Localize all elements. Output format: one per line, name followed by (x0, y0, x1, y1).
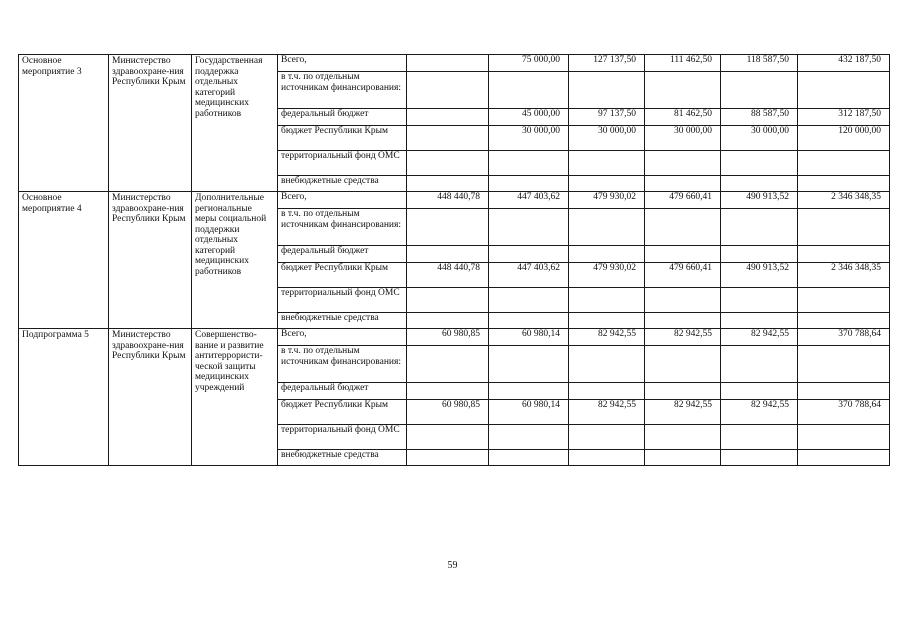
value-cell (407, 55, 489, 72)
value-cell: 45 000,00 (489, 109, 569, 126)
value-cell (489, 346, 569, 383)
value-cell (407, 346, 489, 383)
value-cell (721, 383, 798, 400)
value-cell (798, 72, 890, 109)
value-cell (407, 176, 489, 192)
value-cell: 75 000,00 (489, 55, 569, 72)
value-cell: 82 942,55 (645, 329, 721, 346)
source-label-cell: Всего, (278, 329, 407, 346)
value-cell: 82 942,55 (569, 400, 645, 425)
value-cell (721, 450, 798, 466)
value-cell (798, 246, 890, 263)
source-label-cell: в т.ч. по отдельным источникам финансирования: (278, 346, 407, 383)
value-cell (489, 313, 569, 329)
value-cell (407, 246, 489, 263)
value-cell (489, 72, 569, 109)
value-cell (569, 346, 645, 383)
value-cell (407, 209, 489, 246)
value-cell (407, 151, 489, 176)
value-cell: 447 403,62 (489, 263, 569, 288)
value-cell: 118 587,50 (721, 55, 798, 72)
source-label-cell: бюджет Республики Крым (278, 400, 407, 425)
value-cell (569, 383, 645, 400)
value-cell: 479 660,41 (645, 192, 721, 209)
value-cell (645, 313, 721, 329)
value-cell (798, 151, 890, 176)
source-label-cell: федеральный бюджет (278, 246, 407, 263)
value-cell: 82 942,55 (721, 329, 798, 346)
value-cell: 2 346 348,35 (798, 263, 890, 288)
description-cell: Дополнительные региональные меры социальной поддержки отдельных категорий медицинских работников (192, 192, 278, 329)
value-cell: 30 000,00 (721, 126, 798, 151)
value-cell (489, 246, 569, 263)
value-cell: 370 788,64 (798, 400, 890, 425)
value-cell (645, 450, 721, 466)
value-cell: 479 930,02 (569, 263, 645, 288)
value-cell (489, 383, 569, 400)
table-row (19, 55, 890, 72)
value-cell (645, 151, 721, 176)
value-cell: 97 137,50 (569, 109, 645, 126)
value-cell (645, 176, 721, 192)
value-cell: 490 913,52 (721, 192, 798, 209)
value-cell (569, 151, 645, 176)
value-cell: 81 462,50 (645, 109, 721, 126)
value-cell (489, 209, 569, 246)
value-cell: 432 187,50 (798, 55, 890, 72)
value-cell (569, 288, 645, 313)
program-cell: Подпрограмма 5 (19, 329, 109, 466)
value-cell (798, 383, 890, 400)
source-label-cell: Всего, (278, 55, 407, 72)
executor-cell: Министерство здравоохране-ния Республики Крым (109, 329, 192, 466)
value-cell (645, 209, 721, 246)
value-cell: 30 000,00 (489, 126, 569, 151)
value-cell (721, 313, 798, 329)
value-cell (721, 151, 798, 176)
source-label-cell: внебюджетные средства (278, 176, 407, 192)
value-cell: 82 942,55 (569, 329, 645, 346)
value-cell (721, 72, 798, 109)
value-cell: 88 587,50 (721, 109, 798, 126)
financing-table (18, 54, 890, 466)
value-cell (721, 176, 798, 192)
value-cell (407, 288, 489, 313)
value-cell (407, 109, 489, 126)
value-cell: 448 440,78 (407, 192, 489, 209)
value-cell (798, 425, 890, 450)
value-cell: 120 000,00 (798, 126, 890, 151)
program-cell: Основное мероприятие 3 (19, 55, 109, 192)
value-cell: 60 980,85 (407, 400, 489, 425)
source-label-cell: территориальный фонд ОМС (278, 151, 407, 176)
description-cell: Государственная поддержка отдельных категорий медицинских работников (192, 55, 278, 192)
source-label-cell: в т.ч. по отдельным источникам финансирования: (278, 72, 407, 109)
source-label-cell: федеральный бюджет (278, 383, 407, 400)
value-cell (569, 72, 645, 109)
value-cell (489, 425, 569, 450)
value-cell: 448 440,78 (407, 263, 489, 288)
value-cell: 60 980,14 (489, 400, 569, 425)
value-cell: 111 462,50 (645, 55, 721, 72)
source-label-cell: внебюджетные средства (278, 450, 407, 466)
value-cell (489, 151, 569, 176)
source-label-cell: территориальный фонд ОМС (278, 288, 407, 313)
source-label-cell: Всего, (278, 192, 407, 209)
executor-cell: Министерство здравоохране-ния Республики Крым (109, 55, 192, 192)
value-cell (407, 425, 489, 450)
value-cell: 127 137,50 (569, 55, 645, 72)
value-cell (569, 313, 645, 329)
value-cell (798, 313, 890, 329)
value-cell (645, 425, 721, 450)
source-label-cell: федеральный бюджет (278, 109, 407, 126)
value-cell (721, 209, 798, 246)
table-row (19, 329, 890, 346)
value-cell: 447 403,62 (489, 192, 569, 209)
value-cell (569, 450, 645, 466)
executor-cell: Министерство здравоохране-ния Республики Крым (109, 192, 192, 329)
value-cell: 479 930,02 (569, 192, 645, 209)
value-cell (569, 209, 645, 246)
value-cell (798, 450, 890, 466)
program-cell: Основное мероприятие 4 (19, 192, 109, 329)
value-cell (569, 176, 645, 192)
value-cell (645, 288, 721, 313)
value-cell (721, 288, 798, 313)
value-cell (721, 346, 798, 383)
value-cell (569, 425, 645, 450)
value-cell (489, 450, 569, 466)
value-cell (407, 313, 489, 329)
value-cell (721, 246, 798, 263)
value-cell (645, 383, 721, 400)
source-label-cell: внебюджетные средства (278, 313, 407, 329)
value-cell (798, 176, 890, 192)
table-row (19, 192, 890, 209)
value-cell: 370 788,64 (798, 329, 890, 346)
value-cell (645, 346, 721, 383)
value-cell (798, 209, 890, 246)
value-cell: 30 000,00 (645, 126, 721, 151)
value-cell: 60 980,14 (489, 329, 569, 346)
value-cell: 30 000,00 (569, 126, 645, 151)
value-cell (489, 288, 569, 313)
value-cell: 82 942,55 (721, 400, 798, 425)
financing-table-body (19, 55, 890, 466)
value-cell: 479 660,41 (645, 263, 721, 288)
page-number: 59 (447, 560, 458, 571)
source-label-cell: территориальный фонд ОМС (278, 425, 407, 450)
value-cell: 60 980,85 (407, 329, 489, 346)
value-cell: 490 913,52 (721, 263, 798, 288)
value-cell: 2 346 348,35 (798, 192, 890, 209)
source-label-cell: бюджет Республики Крым (278, 263, 407, 288)
value-cell (407, 126, 489, 151)
value-cell (798, 288, 890, 313)
value-cell (407, 450, 489, 466)
source-label-cell: бюджет Республики Крым (278, 126, 407, 151)
value-cell (407, 383, 489, 400)
value-cell: 312 187,50 (798, 109, 890, 126)
value-cell (645, 246, 721, 263)
value-cell (721, 425, 798, 450)
value-cell (407, 72, 489, 109)
value-cell: 82 942,55 (645, 400, 721, 425)
description-cell: Совершенство-вание и развитие антитеррористи-ческой защиты медицинских учреждений (192, 329, 278, 466)
value-cell (645, 72, 721, 109)
value-cell (798, 346, 890, 383)
source-label-cell: в т.ч. по отдельным источникам финансирования: (278, 209, 407, 246)
value-cell (569, 246, 645, 263)
value-cell (489, 176, 569, 192)
